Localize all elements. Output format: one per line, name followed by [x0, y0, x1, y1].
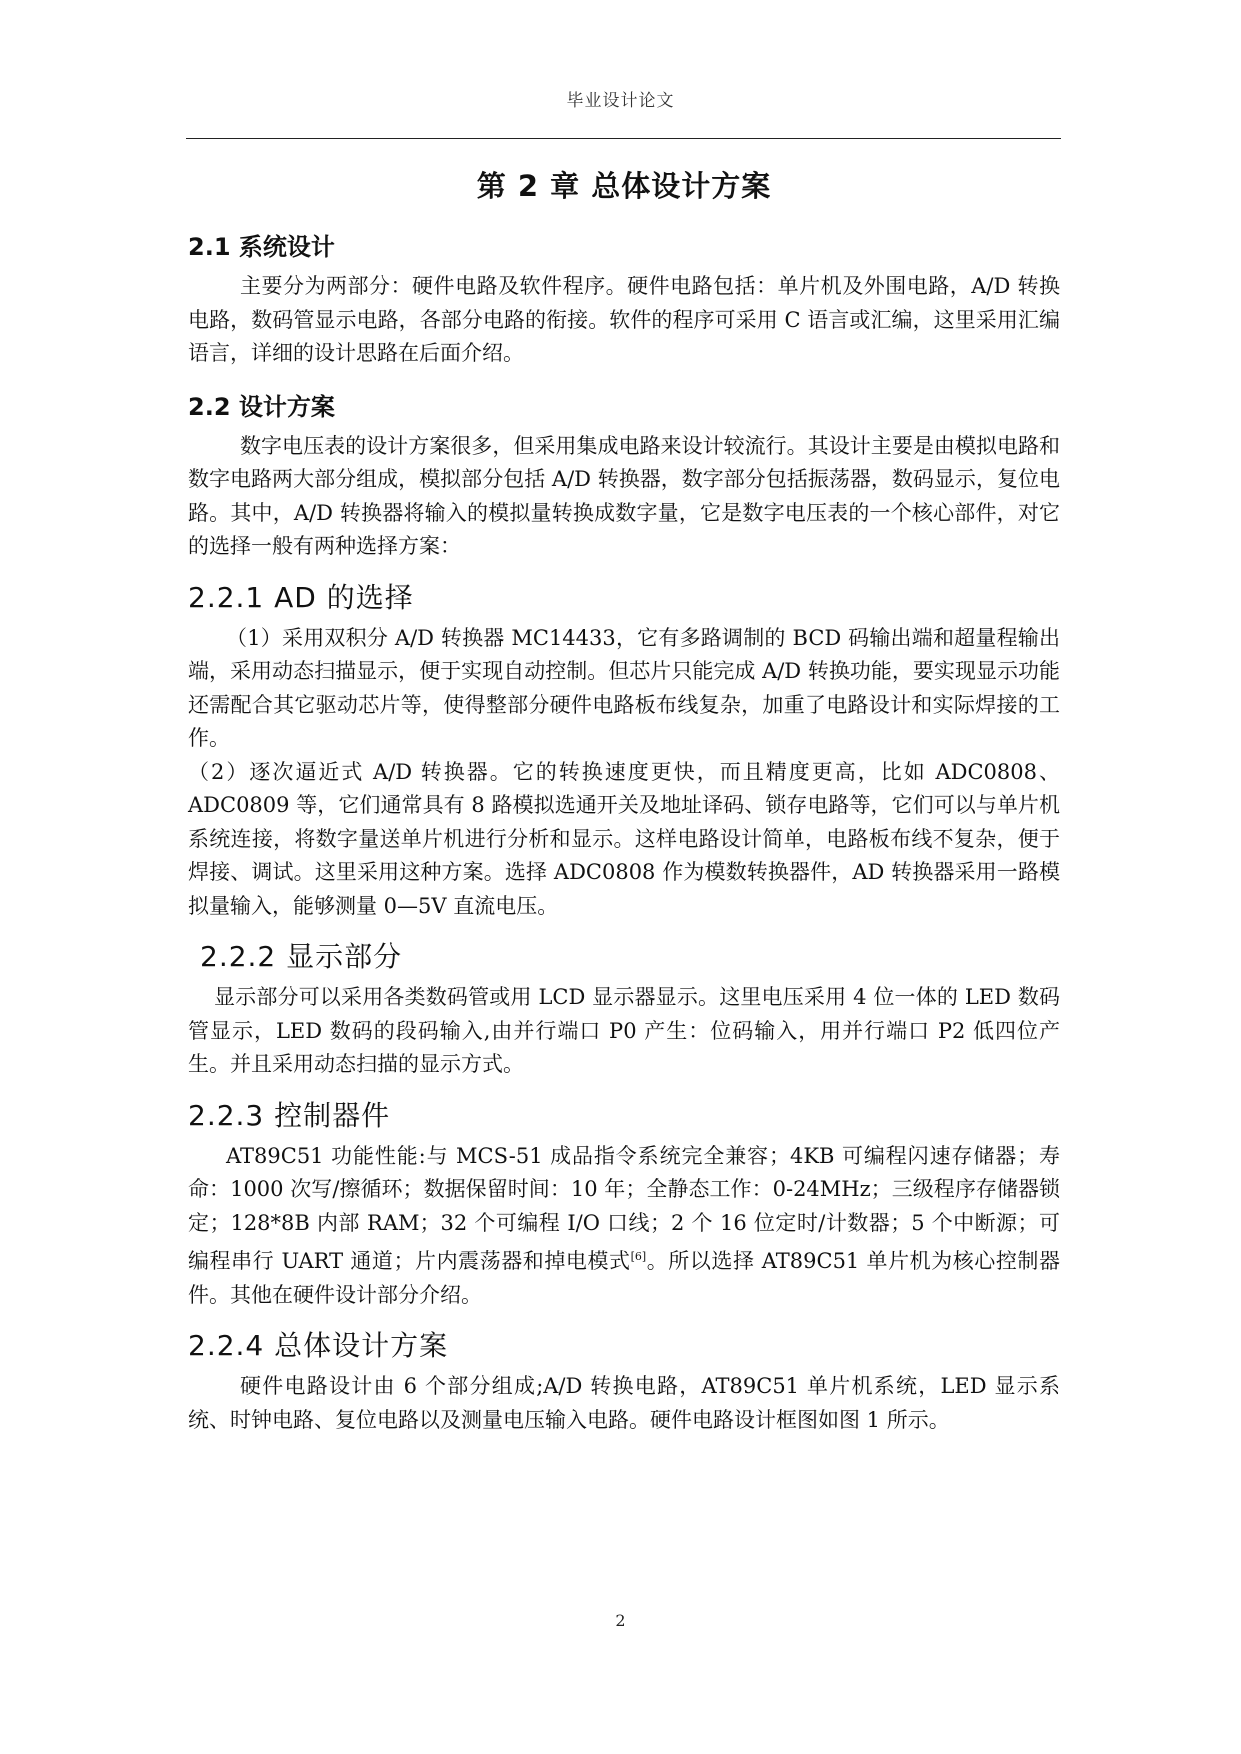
subsection-heading-2-2-4: 2.2.4 总体设计方案 — [188, 1329, 449, 1362]
section-paragraph-2-2: 数字电压表的设计方案很多，但采用集成电路来设计较流行。其设计主要是由模拟电路和数字电路两大部分组成，模拟部分包括 A/D 转换器，数字部分包括振荡器，数码显示，复位电路。其中，A/D 转换器将输入的模拟量转换成数字量，它是数字电压表的一个核心部件，对它的选择一般有两种选择方案： — [188, 433, 1060, 558]
subsection-paragraph-2-2-3 — [188, 1140, 1060, 1313]
page-number: 2 — [615, 1611, 626, 1630]
subsection-heading-2-2-1: 2.2.1 AD 的选择 — [188, 580, 414, 614]
header-rule — [186, 138, 1061, 139]
section-heading-2-2: 2.2 设计方案 — [188, 392, 335, 421]
citation-reference: [6] — [630, 1250, 647, 1263]
chapter-title: 第 2 章 总体设计方案 — [476, 169, 772, 203]
page-body — [188, 158, 1060, 1437]
subsection-heading-2-2-3: 2.2.3 控制器件 — [188, 1098, 391, 1132]
subsection-heading-2-2-2: 2.2.2 显示部分 — [200, 940, 403, 973]
subsection-paragraph-2-2-4: 硬件电路设计由 6 个部分组成;A/D 转换电路，AT89C51 单片机系统，LED 显示系统、时钟电路、复位电路以及测量电压输入电路。硬件电路设计框图如图 1 所示。 — [188, 1374, 1060, 1432]
section-heading-2-1: 2.1 系统设计 — [188, 233, 335, 261]
subsection-paragraph-2-2-1-a: （1）采用双积分 A/D 转换器 MC14433，它有多路调制的 BCD 码输出端和超量程输出端，采用动态扫描显示，便于实现自动控制。但芯片只能完成 A/D 转换功能，要实现显示功能还需配合其它驱动芯片等，使得整部分硬件电路板布线复杂，加重了电路设计和实际焊接的工作。 — [188, 625, 1060, 750]
running-header: 毕业设计论文 — [566, 91, 675, 111]
subsection-paragraph-2-2-1-b: （2）逐次逼近式 A/D 转换器。它的转换速度更快，而且精度更高，比如 ADC0808、ADC0809 等，它们通常具有 8 路模拟选通开关及地址译码、锁存电路等，它们可以与单片机系统连接，将数字量送单片机进行分析和显示。这样电路设计简单，电路板布线不复杂，便于焊接、调试。这里采用这种方案。选择 ADC0808 作为模数转换器件，AD 转换器采用一路模拟量输入，能够测量 0—5V 直流电压。 — [188, 759, 1060, 918]
paragraph-text-tail: 。所以选择 AT89C51 单片机为核心控制器件。其他在硬件设计部分介绍。 — [188, 1249, 1060, 1307]
paragraph-text-main: AT89C51 功能性能:与 MCS-51 成品指令系统完全兼容；4KB 可编程闪速存储器；寿命：1000 次写/擦循环；数据保留时间：10 年；全静态工作：0-24MHz；三级程序存储器锁定；128*8B 内部 RAM；32 个可编程 I/O 口线；2 个 16 位定时/计数器；5 个中断源；可编程串行 UART 通道；片内震荡器和掉电模式 — [188, 1143, 1060, 1273]
section-paragraph-2-1: 主要分为两部分：硬件电路及软件程序。硬件电路包括：单片机及外围电路，A/D 转换电路，数码管显示电路，各部分电路的衔接。软件的程序可采用 C 语言或汇编，这里采用汇编语言，详细的设计思路在后面介绍。 — [188, 274, 1060, 365]
subsection-paragraph-2-2-2: 显示部分可以采用各类数码管或用 LCD 显示器显示。这里电压采用 4 位一体的 LED 数码管显示，LED 数码的段码输入,由并行端口 P0 产生：位码输入，用并行端口 P2 低四位产生。并且采用动态扫描的显示方式。 — [188, 985, 1060, 1076]
